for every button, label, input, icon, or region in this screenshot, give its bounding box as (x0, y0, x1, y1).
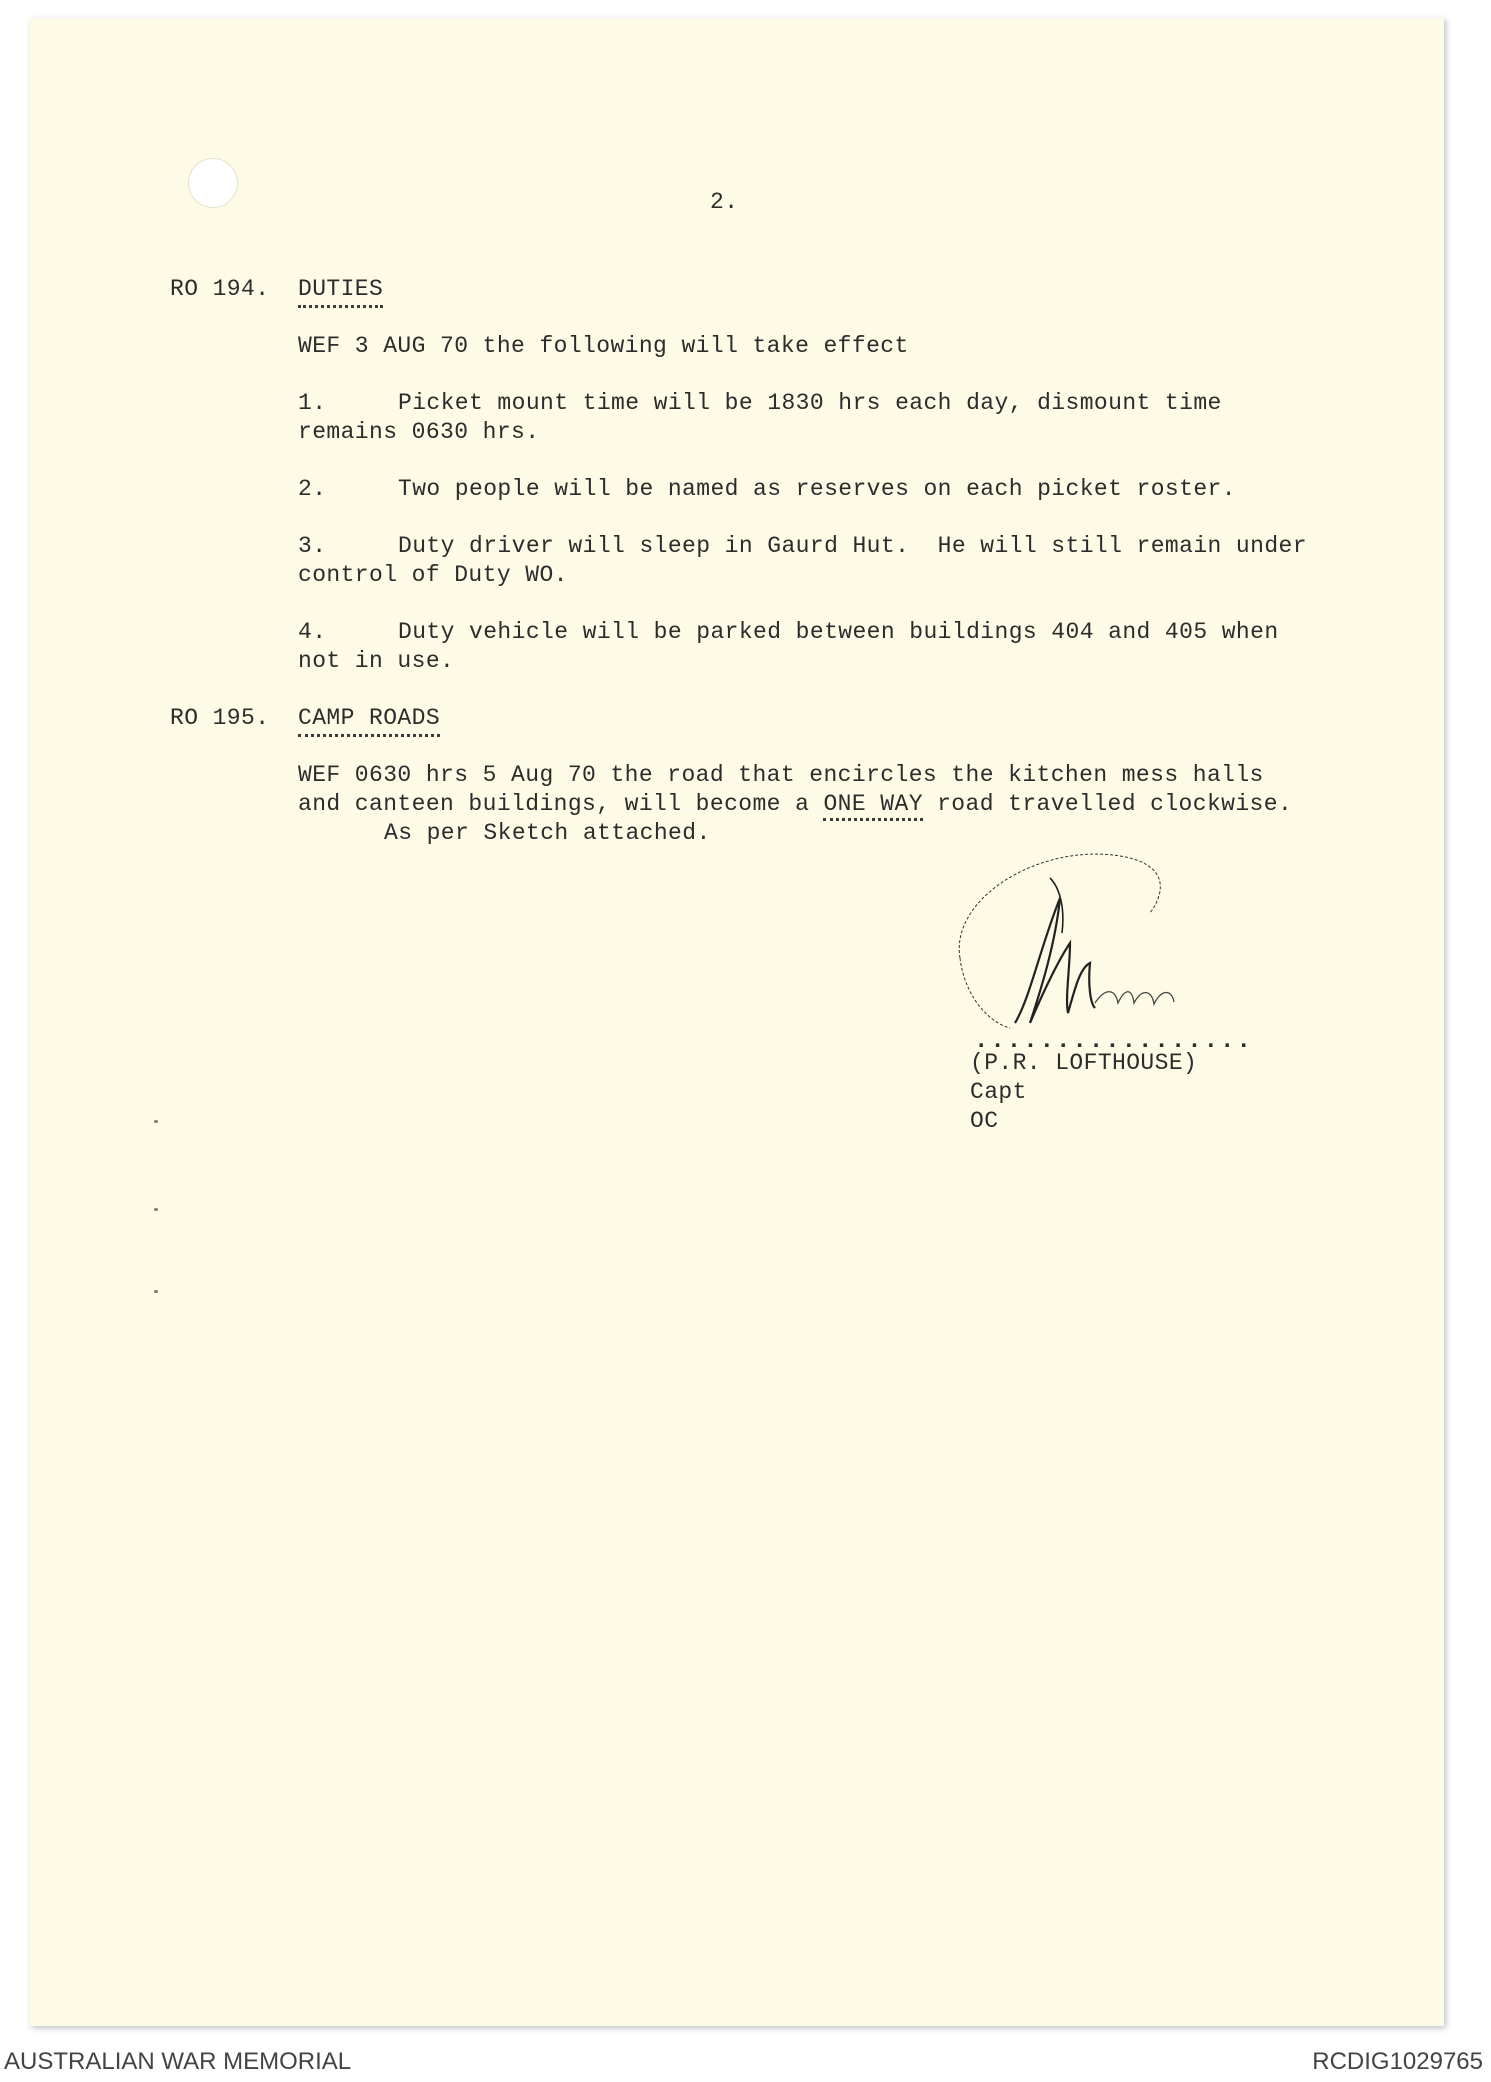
page-number: 2. (710, 189, 739, 215)
footer-archive-name: AUSTRALIAN WAR MEMORIAL (4, 2048, 352, 2075)
handwritten-signature (920, 838, 1220, 1048)
item-number: 1. (298, 390, 327, 416)
signatory-rank: Capt (970, 1079, 1027, 1105)
punch-hole (188, 158, 238, 208)
signatory-role: OC (970, 1108, 999, 1134)
signatory-name: (P.R. LOFTHOUSE) (970, 1050, 1198, 1076)
order-heading: CAMP ROADS (298, 704, 440, 737)
paper-speck (154, 1208, 158, 1211)
order-text-part: and canteen buildings, will become a (298, 791, 824, 817)
item-number: 2. (298, 476, 327, 502)
document-page (30, 18, 1444, 2026)
item-text: Two people will be named as reserves on each picket roster. (398, 476, 1236, 502)
order-ref: RO 194. (170, 276, 270, 302)
item-text: remains 0630 hrs. (298, 419, 540, 445)
paper-speck (154, 1290, 158, 1293)
item-text: Duty vehicle will be parked between buildings 404 and 405 when (398, 619, 1279, 645)
order-text (298, 790, 1292, 819)
item-text: Picket mount time will be 1830 hrs each day, dismount time (398, 390, 1222, 416)
paper-speck (154, 1120, 158, 1123)
item-number: 3. (298, 533, 327, 559)
order-ref: RO 195. (170, 705, 270, 731)
order-text-part: road travelled clockwise. (922, 791, 1293, 817)
order-text: As per Sketch attached. (384, 820, 711, 846)
item-text: control of Duty WO. (298, 562, 568, 588)
signature-line: ................. (974, 1028, 1253, 1055)
item-text: Duty driver will sleep in Gaurd Hut. He will still remain under (398, 533, 1307, 559)
order-intro: WEF 3 AUG 70 the following will take effect (298, 333, 909, 359)
order-text: WEF 0630 hrs 5 Aug 70 the road that encircles the kitchen mess halls (298, 762, 1264, 788)
emphasis-text: ONE WAY (823, 791, 922, 821)
order-heading: DUTIES (298, 275, 383, 308)
item-number: 4. (298, 619, 327, 645)
footer-record-id: RCDIG1029765 (1312, 2048, 1483, 2075)
item-text: not in use. (298, 648, 455, 674)
